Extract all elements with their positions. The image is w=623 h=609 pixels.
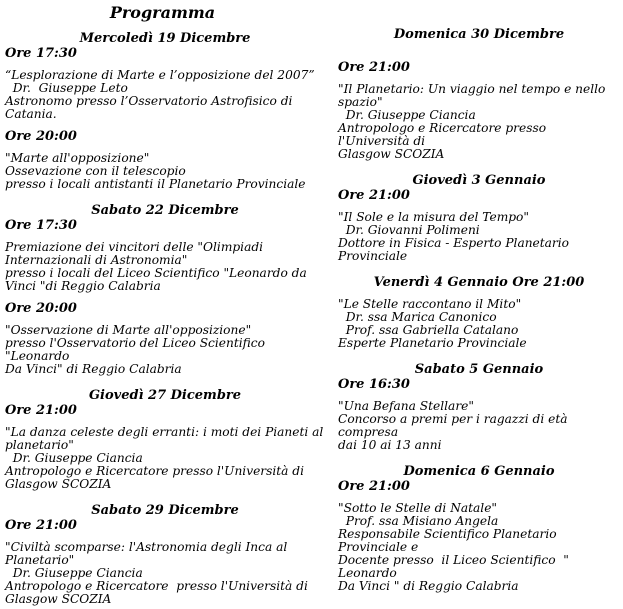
event-line: Prof. ssa Misiano Angela	[338, 514, 499, 528]
time-heading: Ore 21:00	[338, 479, 410, 494]
event-line: Dr. Giuseppe Ciancia	[5, 566, 143, 580]
page-title: Programma	[109, 3, 216, 22]
event-line: Glasgow SCOZIA	[5, 592, 112, 606]
event-line: spazio"	[338, 95, 383, 109]
event-line: Premiazione dei vincitori delle "Olimpiadi	[5, 240, 264, 254]
event-description	[5, 324, 325, 376]
event-line: Planetario"	[5, 553, 75, 567]
event-line: Da Vinci" di Reggio Calabria	[5, 362, 182, 376]
event-line: Glasgow SCOZIA	[5, 477, 112, 491]
day-heading: Mercoledì 19 Dicembre	[79, 31, 251, 46]
event-line: "Le Stelle raccontano il Mito"	[338, 297, 522, 311]
event-line: "Civiltà scomparse: l'Astronomia degli Inca al	[5, 540, 288, 554]
event-line: "Il Sole e la misura del Tempo"	[338, 210, 529, 224]
event-description	[5, 152, 325, 191]
time-heading: Ore 21:00	[338, 60, 410, 75]
event-line: Dr. Giovanni Polimeni	[338, 223, 480, 237]
event-line: "Il Planetario: Un viaggio nel tempo e nello	[338, 82, 606, 96]
event-description	[338, 502, 620, 593]
event-line: Responsabile Scientifico Planetario Provinciale e	[338, 527, 561, 554]
event-line: Docente presso il Liceo Scientifico " Leonardo	[338, 553, 573, 580]
day-heading: Venerdì 4 Gennaio Ore 21:00	[373, 275, 585, 290]
event-line: "Osservazione di Marte all'opposizione"	[5, 323, 252, 337]
event-line: Dr. Giuseppe Ciancia	[338, 108, 476, 122]
event-description	[5, 241, 325, 293]
event-line: “Lesplorazione di Marte e l’opposizione del 2007”	[5, 68, 315, 82]
event-line: Esperte Planetario Provinciale	[338, 336, 527, 350]
time-heading: Ore 21:00	[5, 518, 77, 533]
event-line: Provinciale	[338, 249, 408, 263]
event-line: "La danza celeste degli erranti: i moti dei Pianeti al	[5, 425, 324, 439]
event-description	[338, 211, 620, 263]
time-heading: Ore 21:00	[338, 188, 410, 203]
time-heading: Ore 17:30	[5, 218, 77, 233]
event-line: presso l'Osservatorio del Liceo Scientifico "Leonardo	[5, 336, 269, 363]
day-heading: Sabato 22 Dicembre	[91, 203, 239, 218]
event-line: "Sotto le Stelle di Natale"	[338, 501, 498, 515]
event-description	[338, 83, 620, 161]
event-line: dai 10 ai 13 anni	[338, 438, 442, 452]
event-line: Antropologo e Ricercatore presso l'Università di	[5, 464, 305, 478]
time-heading: Ore 17:30	[5, 46, 77, 61]
right-column	[338, 27, 620, 593]
day-heading: Domenica 6 Gennaio	[403, 464, 555, 479]
event-line: "Una Befana Stellare"	[338, 399, 474, 413]
event-line: Da Vinci " di Reggio Calabria	[338, 579, 519, 593]
event-line: Dottore in Fisica - Esperto Planetario	[338, 236, 569, 250]
time-heading: Ore 20:00	[5, 301, 77, 316]
event-line: Antropologo e Ricercatore presso l'Università di	[5, 579, 308, 593]
event-line: presso i locali antistanti il Planetario Provinciale	[5, 177, 306, 191]
event-line: "Marte all'opposizione"	[5, 151, 150, 165]
day-heading: Giovedì 3 Gennaio	[412, 173, 546, 188]
time-heading: Ore 16:30	[338, 377, 410, 392]
left-column	[5, 31, 325, 606]
event-line: Dr. Giuseppe Ciancia	[5, 451, 143, 465]
event-line: Astronomo presso l’Osservatorio Astrofisico di	[5, 94, 293, 108]
event-line: Antropologo e Ricercatore presso l'Università di	[338, 121, 550, 148]
event-line: Internazionali di Astronomia"	[5, 253, 188, 267]
event-line: planetario"	[5, 438, 74, 452]
event-line: Vinci "di Reggio Calabria	[5, 279, 161, 293]
time-heading: Ore 20:00	[5, 129, 77, 144]
day-heading: Domenica 30 Dicembre	[393, 27, 565, 42]
event-line: Catania.	[5, 107, 57, 121]
event-description	[338, 298, 620, 350]
event-line: Dr. ssa Marica Canonico	[338, 310, 497, 324]
day-heading: Sabato 29 Dicembre	[91, 503, 239, 518]
event-line: Concorso a premi per i ragazzi di età compresa	[338, 412, 572, 439]
event-description	[5, 426, 325, 491]
event-description	[5, 541, 325, 606]
event-line: Dr. Giuseppe Leto	[5, 81, 128, 95]
event-description	[338, 400, 620, 452]
day-heading: Giovedì 27 Dicembre	[88, 388, 242, 403]
event-line: Glasgow SCOZIA	[338, 147, 445, 161]
time-heading: Ore 21:00	[5, 403, 77, 418]
day-heading: Sabato 5 Gennaio	[414, 362, 544, 377]
event-line: Ossevazione con il telescopio	[5, 164, 186, 178]
event-line: Prof. ssa Gabriella Catalano	[338, 323, 519, 337]
event-description	[5, 69, 325, 121]
event-line: presso i locali del Liceo Scientifico "Leonardo da	[5, 266, 307, 280]
